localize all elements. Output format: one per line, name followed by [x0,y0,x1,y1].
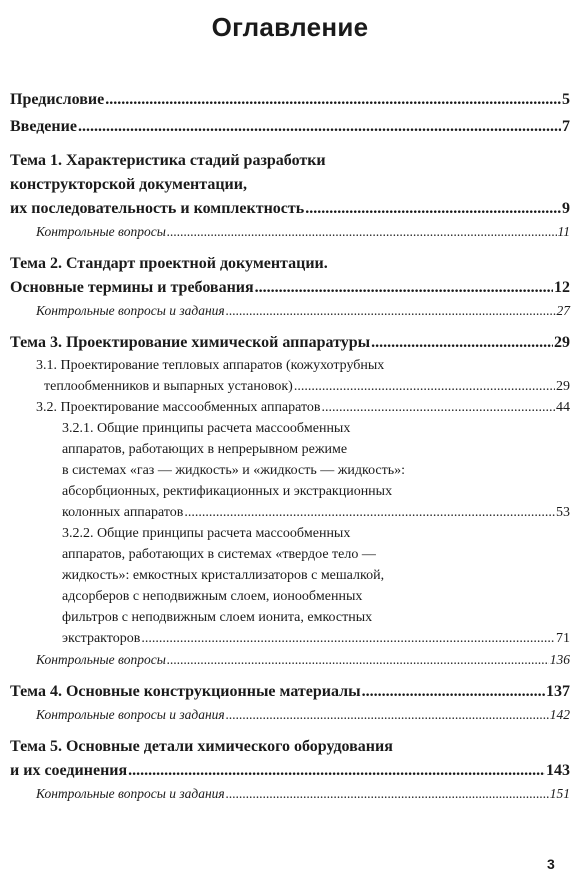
toc-entry-topic-5-questions[interactable] [10,783,570,804]
entry-line: 3.2.2. Общие принципы расчета массообменных [62,526,351,541]
entry-title: экстракторов [62,631,141,646]
entry-line: аппаратов, работающих в системах «твердое тело — [62,547,376,562]
dot-leader [371,331,553,355]
entry-page: 9 [562,200,570,217]
entry-line: фильтров с неподвижным слоем ионита, емкостных [62,610,373,625]
entry-title: Контрольные вопросы и задания [36,786,225,801]
entry-title: Основные термины и требования [10,279,254,296]
page-number: 3 [547,856,555,872]
entry-title: колонных аппаратов [62,505,184,520]
entry-page: 29 [554,334,570,351]
dot-leader [226,783,549,804]
toc-entry-section-3-1[interactable] [10,355,570,397]
entry-title: и их соединения [10,762,128,779]
toc-entry-topic-2-questions[interactable] [10,300,570,321]
toc-entry-topic-4[interactable] [10,680,570,704]
toc-entry-topic-4-questions[interactable] [10,704,570,725]
toc-entry-topic-5[interactable] [10,735,570,783]
toc-entry-topic-1-questions[interactable] [10,221,570,242]
dot-leader [362,680,545,704]
dot-leader [105,88,561,112]
dot-leader [141,628,555,649]
entry-title: 3.2. Проектирование массообменных аппаратов [36,400,321,415]
entry-title: Введение [10,118,77,135]
entry-line: аппаратов, работающих в непрерывном режиме [62,442,348,457]
dot-leader [78,115,561,139]
dot-leader [184,502,555,523]
dot-leader [167,649,549,670]
dot-leader [305,197,561,221]
dot-leader [322,397,555,418]
entry-line: конструкторской документации, [10,176,247,193]
entry-page: 53 [556,505,570,520]
dot-leader [128,759,545,783]
entry-line: Тема 1. Характеристика стадий разработки [10,152,326,169]
dot-leader [226,704,549,725]
entry-page: 11 [557,224,570,239]
page-title: Оглавление [211,12,369,42]
entry-line: в системах «газ — жидкость» и «жидкость — жидкость»: [62,463,406,478]
entry-page: 136 [549,652,570,667]
entry-line: абсорбционных, ректификационных и экстракционных [62,484,393,499]
toc-entry-introduction[interactable] [10,115,570,139]
toc-entry-preface[interactable] [10,88,570,112]
entry-page: 151 [549,786,570,801]
entry-line: Тема 2. Стандарт проектной документации. [10,255,328,272]
entry-page: 71 [556,631,570,646]
entry-title: их последовательность и комплектность [10,200,305,217]
entry-line: адсорберов с неподвижным слоем, ионообменных [62,589,363,604]
toc-entry-section-3-2[interactable] [10,397,570,418]
entry-page: 44 [556,400,570,415]
toc-entry-section-3-2-1[interactable] [10,418,570,523]
entry-title: Контрольные вопросы и задания [36,707,225,722]
entry-title: теплообменников и выпарных установок) [44,379,293,394]
toc-entry-section-3-2-2[interactable] [10,523,570,649]
entry-title: Контрольные вопросы [36,652,166,667]
entry-page: 137 [546,683,570,700]
entry-title: Предисловие [10,91,105,108]
toc-entry-topic-2[interactable] [10,252,570,300]
entry-page: 27 [556,303,570,318]
dot-leader [167,221,557,242]
dot-leader [294,376,555,397]
toc-entry-topic-1[interactable] [10,149,570,221]
entry-title: Тема 3. Проектирование химической аппаратуры [10,334,371,351]
entry-page: 7 [562,118,570,135]
entry-page: 142 [549,707,570,722]
entry-title: Тема 4. Основные конструкционные материалы [10,683,361,700]
entry-title: Контрольные вопросы [36,224,166,239]
entry-title: Контрольные вопросы и задания [36,303,225,318]
entry-line: Тема 5. Основные детали химического оборудования [10,738,393,755]
entry-page: 12 [554,279,570,296]
table-of-contents [10,88,570,804]
entry-line: 3.2.1. Общие принципы расчета массообменных [62,421,351,436]
dot-leader [255,276,553,300]
dot-leader [226,300,556,321]
entry-page: 5 [562,91,570,108]
entry-page: 29 [556,379,570,394]
toc-entry-topic-3[interactable] [10,331,570,355]
entry-page: 143 [546,762,570,779]
entry-line: жидкость»: емкостных кристаллизаторов с мешалкой, [62,568,385,583]
toc-entry-topic-3-questions[interactable] [10,649,570,670]
entry-line: 3.1. Проектирование тепловых аппаратов (кожухотрубных [36,358,385,373]
